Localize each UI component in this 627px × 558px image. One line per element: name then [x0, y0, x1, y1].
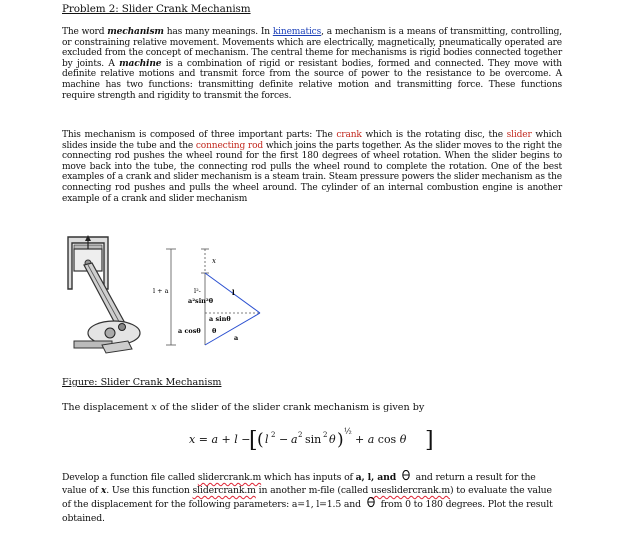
label-a-sin: a sinθ [209, 315, 231, 323]
svg-text:): ) [337, 430, 344, 450]
paragraph-mechanism-definition: The word mechanism has many meanings. In kinematics, a mechanism is a means of transmitting, controlling, or constraining relative movement. Movements which are electrically, magnetically, pneumatically operated are excluded from the concept of mechanism. The central theme for mechanisms is rigid bodies connected together by joints. A machine is a combination of rigid or resistant bodies, formed and connected. They move with definite relative motions and transmit force from the source of power to the resistance to be overcome. A machine has two functions: transmitting definite relative motion and transmitting force. These functions require strength and rigidity to transmit the forces. [62, 27, 562, 101]
term-machine: machine [119, 58, 162, 69]
svg-text:2: 2 [323, 431, 328, 439]
label-theta: θ [212, 327, 217, 335]
label-x: x [212, 257, 216, 265]
variable-x: x [151, 402, 157, 413]
term-crank: crank [336, 130, 362, 140]
svg-text:a: a [291, 433, 298, 446]
label-a2sin2: a²sin²θ [188, 297, 214, 305]
slider-crank-figure [62, 229, 272, 359]
svg-text:(: ( [257, 430, 264, 450]
label-l-squared: l²- [194, 287, 201, 295]
label-a-cos: a cosθ [178, 327, 201, 335]
svg-text:sin: sin [305, 433, 322, 446]
filename-slidercrank: slidercrank.m [197, 472, 262, 483]
input-variables: a, l, and [355, 472, 397, 483]
svg-text:]: ] [425, 428, 434, 453]
svg-text:2: 2 [271, 431, 276, 439]
displacement-intro: The displacement x of the slider of the slider crank mechanism is given by [62, 402, 425, 413]
label-l: l [232, 288, 235, 297]
filename-useslidercrank: useslidercrank.m [370, 485, 450, 497]
filename-slidercrank-2: slidercrank.m [192, 485, 256, 497]
theta-symbol-icon [399, 470, 413, 482]
svg-text:½: ½ [344, 427, 352, 436]
svg-text:θ: θ [329, 433, 336, 446]
term-slider: slider [506, 130, 532, 140]
label-l-plus-a: l + a [153, 287, 169, 295]
page-title: Problem 2: Slider Crank Mechanism [62, 3, 251, 15]
term-connecting-rod: connecting rod [195, 140, 264, 151]
svg-text:[: [ [249, 428, 258, 453]
paragraph-mechanism-parts: This mechanism is composed of three important parts: The crank which is the rotating disc, the slider which slides inside the tube and the connecting rod which joins the parts together. As the slider moves to the right the connecting rod pushes the wheel round for the first 180 degrees of wheel rotation. When the slider begins to move back into the tube, the connecting rod pulls the wheel round to complete the rotation. One of the best examples of a crank and slider mechanism is a steam train. Steam pressure powers the slider mechanism as the connecting rod pushes and pulls the wheel around. The cylinder of an internal combustion engine is another example of a crank and slider mechanism [62, 130, 562, 204]
theta-symbol-icon [364, 497, 378, 509]
term-mechanism: mechanism [107, 27, 164, 37]
kinematics-link[interactable]: kinematics [272, 27, 322, 37]
svg-text:+ a cos θ: + a cos θ [355, 433, 407, 446]
figure-caption: Figure: Slider Crank Mechanism [62, 377, 222, 388]
label-a: a [234, 334, 239, 342]
displacement-formula [187, 421, 447, 455]
svg-text:l: l [265, 433, 269, 446]
svg-text:2: 2 [298, 431, 303, 439]
crank-disc [74, 321, 140, 353]
svg-text:−: − [279, 433, 289, 446]
svg-text:x = a + l −: x = a + l − [189, 433, 251, 446]
assignment-paragraph: Develop a function file called slidercrank.m which has inputs of a, l, and and return a result for the value of x. Use this function slidercrank.m in another m-file (called useslidercrank.m) to evaluate the value of the displacement for the following parameters: a=1, l=1.5 and from 0 to 180 degrees. Plot the result obtained. [62, 472, 553, 524]
variable-x-result: x [100, 485, 107, 497]
